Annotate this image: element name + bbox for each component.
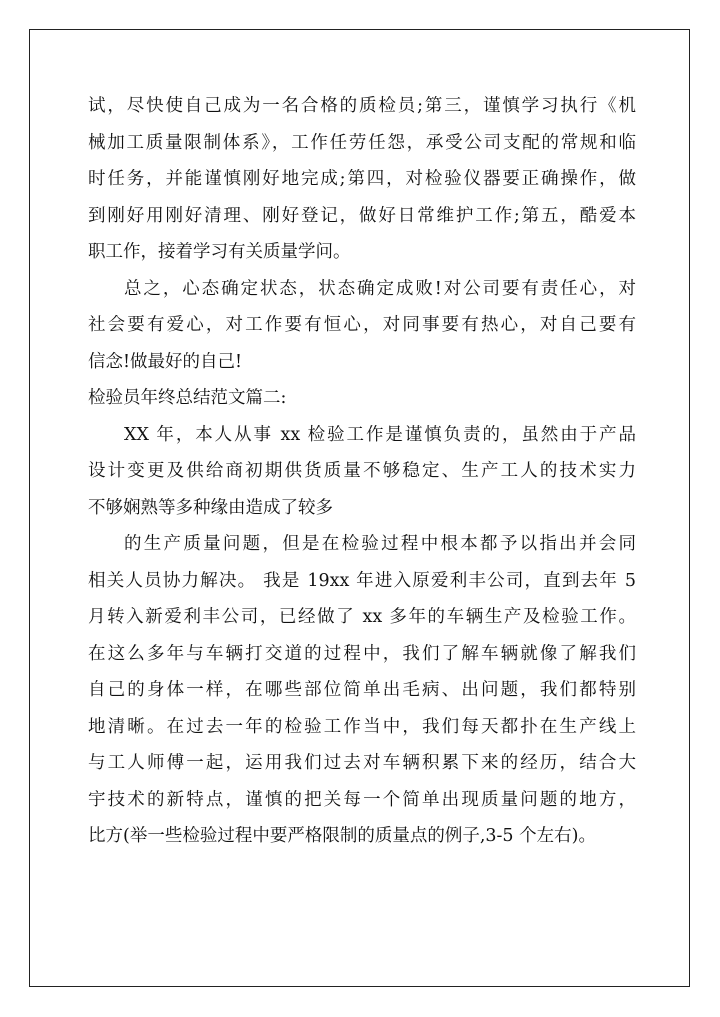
text-line: 到刚好用刚好清理、刚好登记，做好日常维护工作;第五，酷爱本 xyxy=(88,205,636,226)
text-line: 时任务，并能谨慎刚好地完成;第四，对检验仪器要正确操作，做 xyxy=(88,169,636,189)
text-line: 职工作，接着学习有关质量学问。 xyxy=(88,242,351,262)
paragraph-2 xyxy=(88,271,636,381)
paragraph-4 xyxy=(88,526,636,855)
text-line: 试，尽快使自己成为一名合格的质检员;第三，谨慎学习执行《机 xyxy=(88,96,636,116)
text-line: 的生产质量问题，但是在检验过程中根本都予以指出并会同 xyxy=(124,534,636,554)
paragraph-1 xyxy=(88,88,636,271)
text-line: 设计变更及供给商初期供货质量不够稳定、生产工人的技术实力 xyxy=(88,461,636,481)
text-line: 信念!做最好的自己! xyxy=(88,351,243,372)
text-line: 在这么多年与车辆打交道的过程中，我们了解车辆就像了解我们 xyxy=(88,643,636,664)
text-line: 宇技术的新特点，谨慎的把关每一个简单出现质量问题的地方， xyxy=(88,789,636,810)
text-line: 月转入新爱利丰公司，已经做了 xx 多年的车辆生产及检验工作。 xyxy=(88,607,636,627)
text-line: 与工人师傅一起，运用我们过去对车辆积累下来的经历，结合大 xyxy=(88,753,636,773)
text-line: 社会要有爱心，对工作要有恒心，对同事要有热心，对自己要有 xyxy=(88,315,636,335)
text-line: 械加工质量限制体系》，工作任劳任怨，承受公司支配的常规和临 xyxy=(88,132,636,153)
document-body xyxy=(88,88,636,855)
text-line: 地清晰。在过去一年的检验工作当中，我们每天都扑在生产线上 xyxy=(88,716,636,737)
paragraph-3 xyxy=(88,417,636,527)
section-heading: 检验员年终总结范文篇二: xyxy=(88,388,287,408)
text-line: 不够娴熟等多种缘由造成了较多 xyxy=(88,497,333,518)
text-line: 自己的身体一样，在哪些部位简单出毛病、出问题，我们都特别 xyxy=(88,680,636,700)
text-line: XX 年，本人从事 xx 检验工作是谨慎负责的，虽然由于产品 xyxy=(124,424,636,445)
text-line: 总之，心态确定状态，状态确定成败!对公司要有责任心，对 xyxy=(124,278,636,299)
text-line: 比方(举一些检验过程中要严格限制的质量点的例子,3-5 个左右)。 xyxy=(88,826,596,846)
text-line: 相关人员协力解决。 我是 19xx 年进入原爱利丰公司，直到去年 5 xyxy=(88,570,636,591)
